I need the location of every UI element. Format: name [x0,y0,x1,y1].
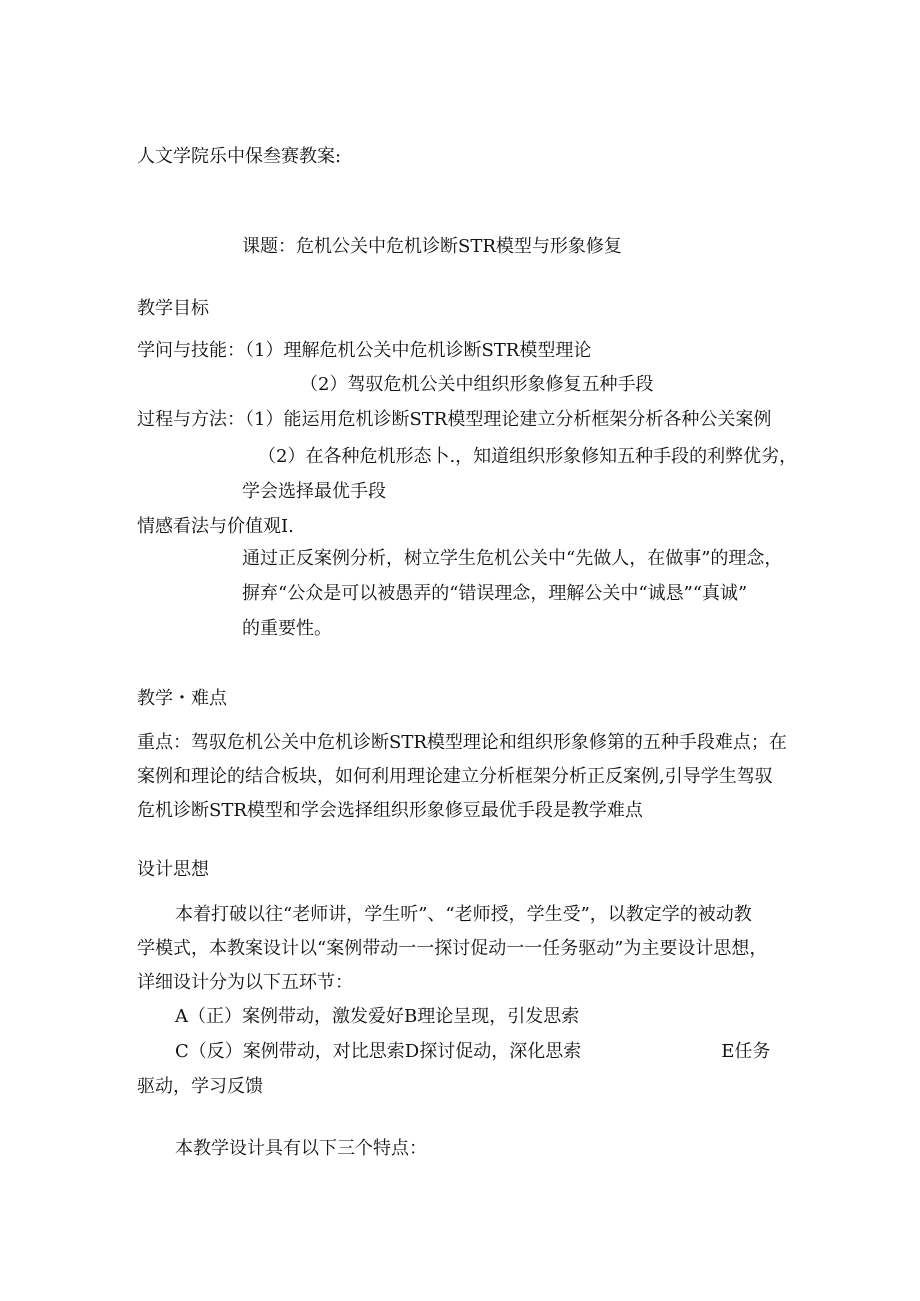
design-steps-line-2 [175,1043,770,1061]
emotion-heading: 情感看法与价值观I. [137,516,294,537]
design-steps-line-2b: E任务 [721,1041,771,1062]
lesson-topic: 课题：危机公关中危机诊断STR模型与形象修复 [242,236,622,257]
process-line-2: （2）在各种危机形态卜.，知道组织形象修知五种手段的利弊优劣， [258,446,798,467]
emotion-line-3: 的重要性。 [242,618,332,639]
emotion-line-1: 通过正反案例分析，树立学生危机公关中“先做人，在做事”的理念， [242,548,783,569]
key-points-line-3: 危机诊断STR模型和学会选择组织形象修豆最优手段是教学难点 [137,800,643,821]
process-line-1: 过程与方法：（1）能运用危机诊断STR模型理论建立分析框架分析各种公关案例 [137,409,772,430]
key-points-line-2: 案例和理论的结合板块，如何利用理论建立分析框架分析正反案例,引导学生驾驭 [137,766,773,787]
knowledge-line-1: 学问与技能：（1）理解危机公关中危机诊断STR模型理论 [137,340,592,361]
knowledge-line-2: （2）驾驭危机公关中组织形象修复五种手段 [300,374,654,395]
design-features: 本教学设计具有以下三个特点： [175,1138,427,1159]
key-points-heading: 教学・难点 [137,688,227,709]
design-heading: 设计思想 [137,859,209,880]
design-steps-line-3: 驱动，学习反馈 [137,1076,263,1097]
design-para-line-2: 学模式，本教案设计以“案例带动一一探讨促动一一任务驱动”为主要设计思想， [137,938,768,959]
design-para-line-3: 详细设计分为以下五环节： [137,972,353,993]
objectives-heading: 教学目标 [137,298,209,319]
design-para-line-1: 本着打破以往“老师讲，学生听”、“老师授，学生受”，以教定学的被动教 [175,904,752,925]
emotion-line-2: 摒弃“公众是可以被愚弄的“错误理念，理解公关中“诚恳”“真诚” [242,583,748,604]
document-header: 人文学院乐中保叁赛教案: [137,146,342,167]
process-line-3: 学会选择最优手段 [242,481,386,502]
key-points-line-1: 重点：驾驭危机公关中危机诊断STR模型理论和组织形象修第的五种手段难点；在 [137,732,787,753]
design-steps-line-2a: C（反）案例带动，对比思索D探讨促动，深化思索 [175,1041,582,1062]
design-steps-line-1: A（正）案例带动，激发爱好B理论呈现，引发思索 [175,1006,580,1027]
